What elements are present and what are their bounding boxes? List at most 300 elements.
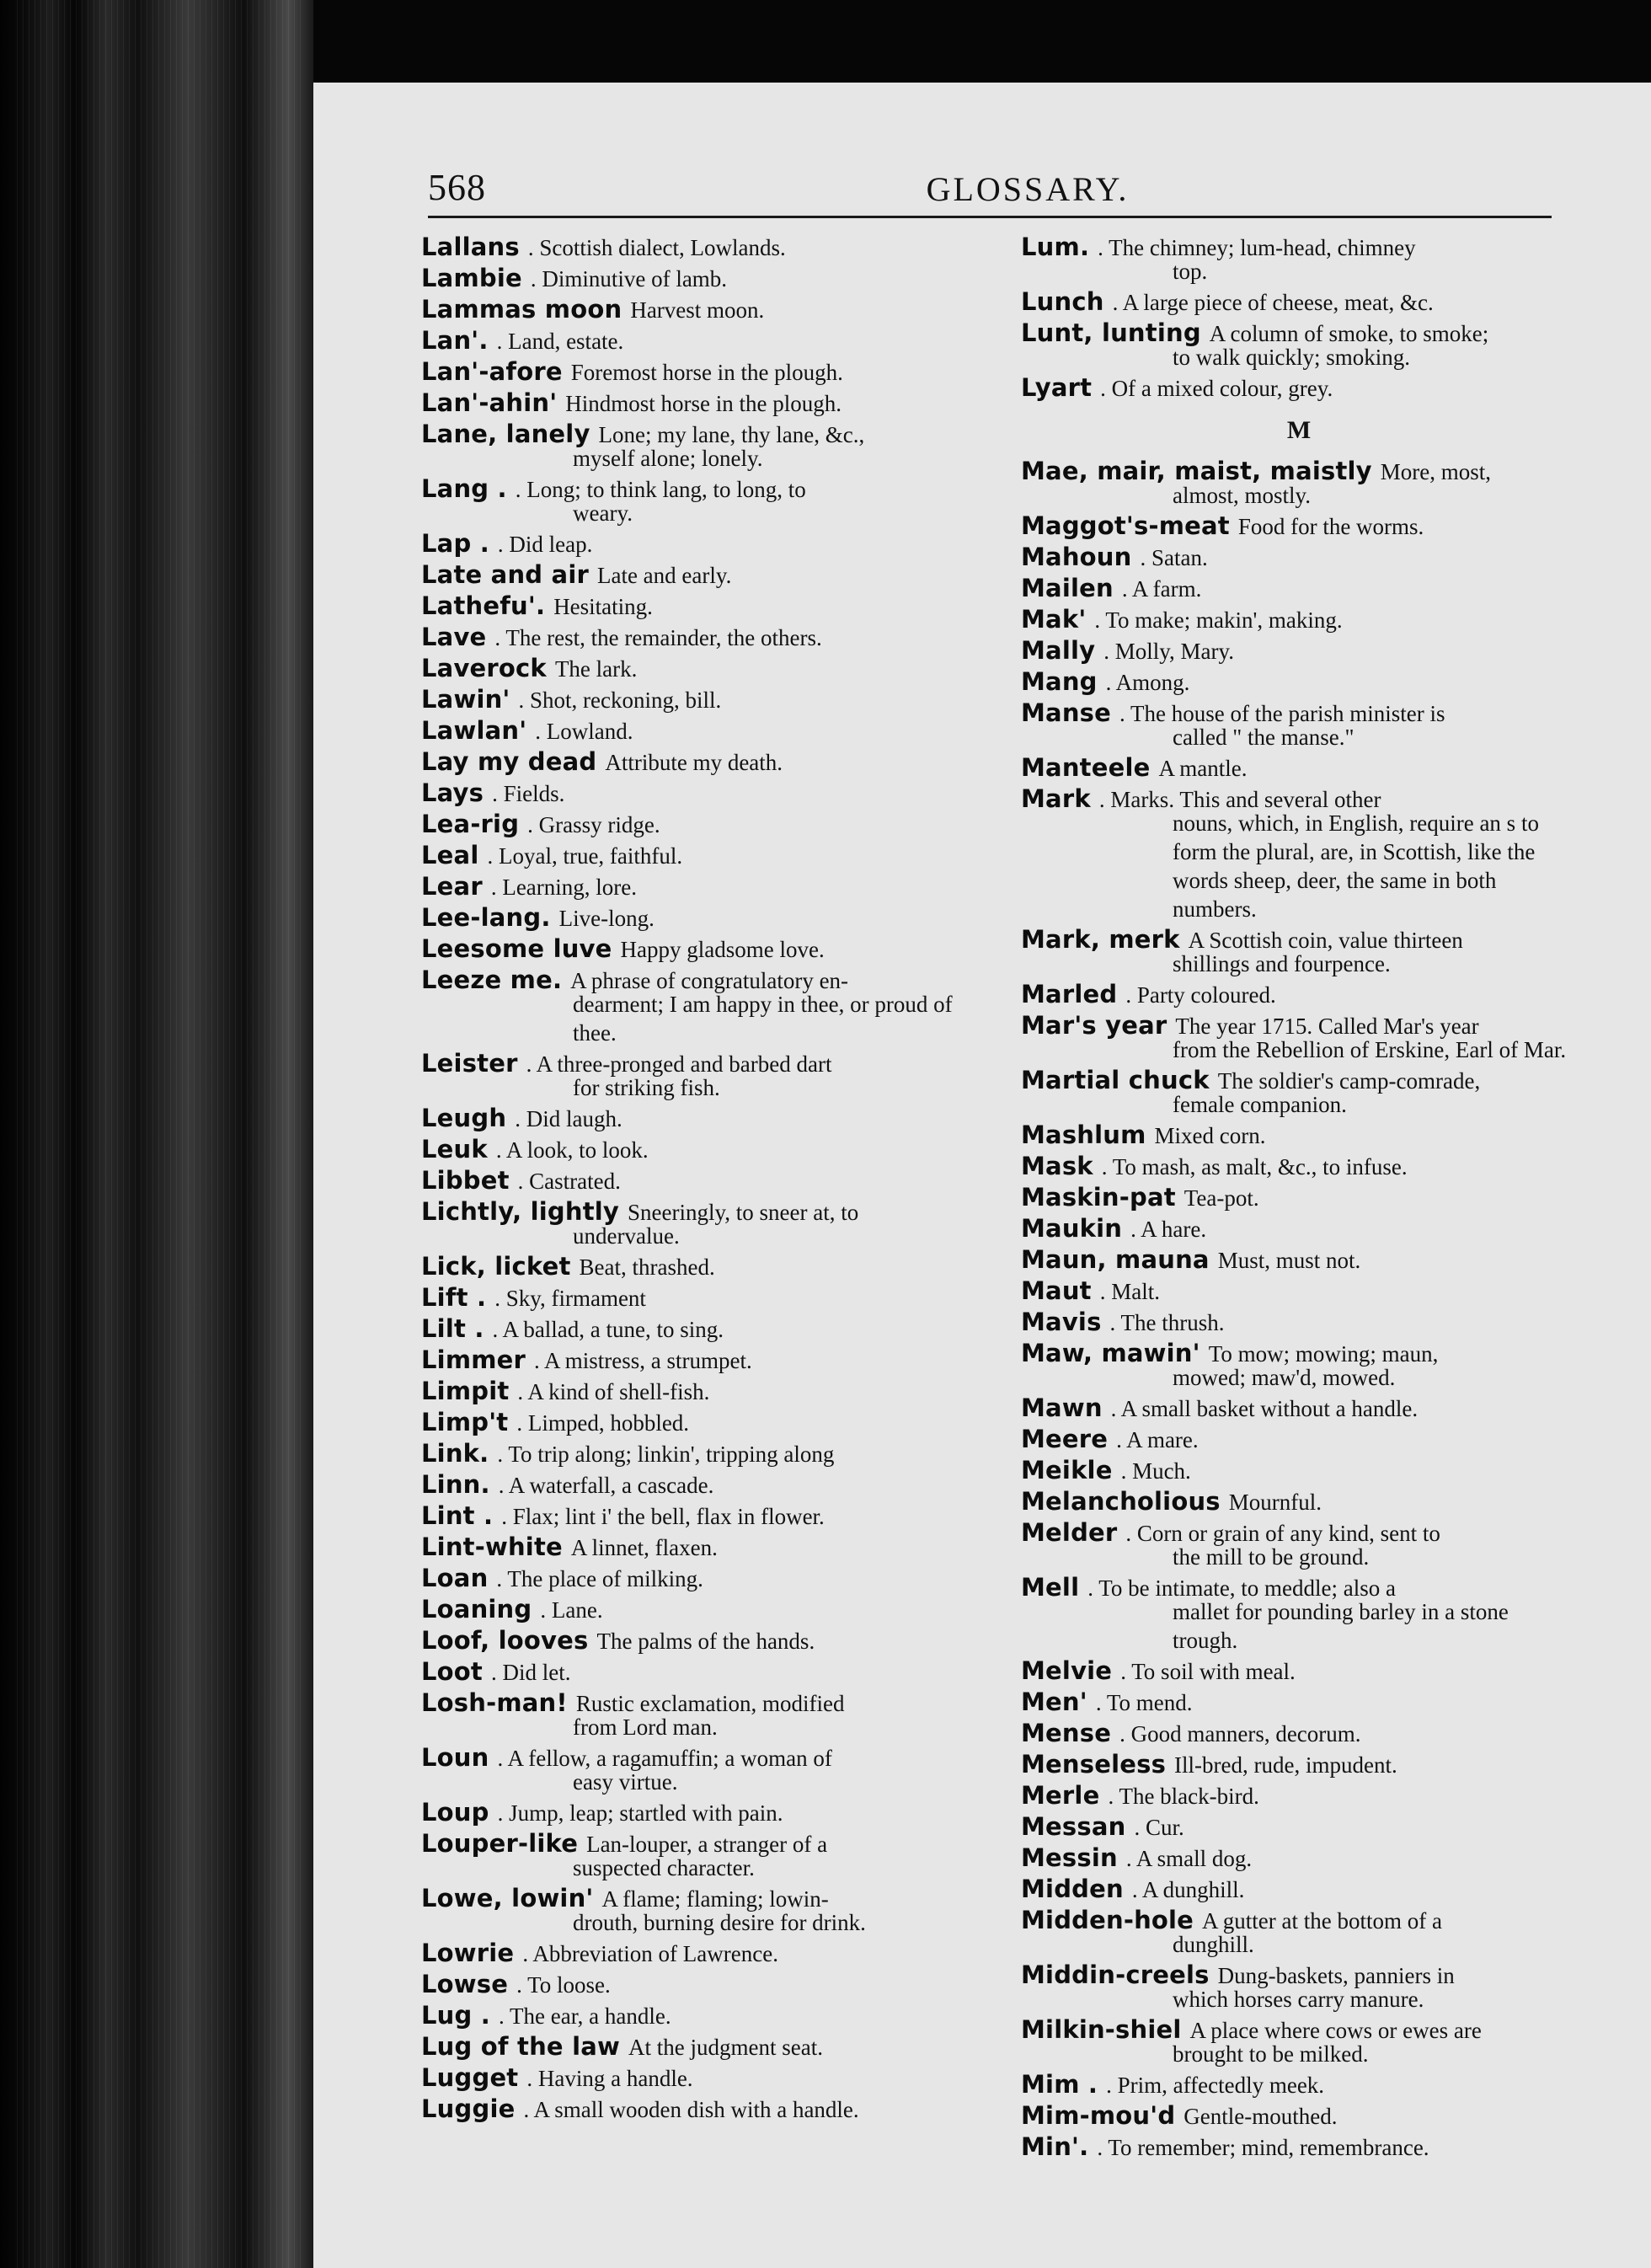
entry-headword: Lammas moon (421, 295, 622, 324)
entry-definition: . Land, estate. (496, 329, 624, 354)
entry-headword: Lang . (421, 474, 507, 503)
glossary-entry (1021, 318, 1577, 372)
entry-headword: Mavis (1021, 1308, 1102, 1336)
glossary-entry (1021, 1152, 1577, 1181)
entry-definition: . To trip along; linkin', tripping along (497, 1442, 835, 1467)
glossary-entry (1021, 1214, 1577, 1244)
entry-headword: Leugh (421, 1104, 507, 1132)
entry-definition-continued: dearment; I am happy in thee, or proud of thee. (573, 992, 953, 1046)
entry-definition: . Abbreviation of Lawrence. (522, 1941, 778, 1966)
entry-headword: Leal (421, 841, 479, 869)
entry-headword: Mashlum (1021, 1121, 1146, 1149)
entry-headword: Meere (1021, 1425, 1109, 1453)
glossary-entry (421, 685, 984, 714)
glossary-entry (421, 841, 984, 870)
entry-definition: . A waterfall, a cascade. (498, 1473, 714, 1498)
entry-definition-continued: weary. (573, 500, 633, 526)
entry-definition: Food for the worms. (1237, 514, 1424, 539)
entry-definition-continued: shillings and fourpence. (1173, 951, 1391, 976)
entry-headword: Linn. (421, 1470, 490, 1499)
entry-definition: More, most, (1380, 459, 1491, 484)
entry-headword: Mell (1021, 1573, 1080, 1602)
entry-headword: Lick, licket (421, 1252, 571, 1281)
entry-headword: Lug . (421, 2001, 490, 2030)
entry-definition-continued: suspected character. (573, 1855, 755, 1880)
entry-headword: Lawin' (421, 685, 510, 714)
page-title: GLOSSARY. (926, 170, 1130, 208)
entry-definition: The year 1715. Called Mar's year (1175, 1014, 1479, 1039)
glossary-entry (421, 716, 984, 746)
entry-definition-continued: dunghill. (1173, 1932, 1254, 1957)
entry-headword: Mally (1021, 636, 1096, 665)
glossary-entry (1021, 373, 1577, 403)
entry-definition: . Flax; lint i' the bell, flax in flower. (501, 1504, 825, 1529)
entry-definition: . The rest, the remainder, the others. (494, 625, 822, 650)
entry-definition: . Jump, leap; startled with pain. (497, 1800, 783, 1826)
entry-headword: Link. (421, 1439, 489, 1468)
glossary-entry (421, 1743, 984, 1796)
entry-definition: . Shot, reckoning, bill. (518, 687, 722, 713)
page-number: 568 (428, 167, 486, 208)
glossary-entry (421, 1884, 984, 1937)
entry-definition: The soldier's camp-comrade, (1217, 1068, 1481, 1094)
entry-headword: Lichtly, lightly (421, 1197, 620, 1226)
entry-headword: Lallans (421, 233, 520, 261)
glossary-entry (1021, 287, 1577, 317)
entry-headword: Mim . (1021, 2070, 1098, 2099)
entry-definition: The palms of the hands. (596, 1629, 815, 1654)
glossary-entry (421, 1049, 984, 1102)
entry-headword: Mailen (1021, 574, 1114, 602)
entry-headword: Limpit (421, 1377, 510, 1405)
entry-headword: Middin-creels (1021, 1960, 1210, 1989)
entry-definition-continued: to walk quickly; smoking. (1173, 345, 1410, 370)
glossary-entry (1021, 1573, 1577, 1655)
glossary-entry (1021, 233, 1577, 286)
entry-definition: . The chimney; lum-head, chimney (1098, 235, 1416, 260)
entry-headword: Lowrie (421, 1939, 515, 1967)
entry-definition: Sneeringly, to sneer at, to (628, 1200, 859, 1225)
entry-headword: Melancholious (1021, 1487, 1221, 1516)
page-header (428, 167, 1552, 218)
entry-headword: Lathefu'. (421, 591, 546, 620)
glossary-entry (421, 529, 984, 559)
entry-definition: A flame; flaming; lowin- (601, 1886, 829, 1912)
entry-headword: Lane, lanely (421, 420, 590, 448)
glossary-entry (421, 623, 984, 652)
glossary-entry (421, 1104, 984, 1133)
glossary-entry (421, 1939, 984, 1968)
entry-definition: A place where cows or ewes are (1189, 2018, 1482, 2043)
entry-definition: . A ballad, a tune, to sing. (492, 1317, 724, 1342)
entry-headword: Loup (421, 1798, 489, 1827)
glossary-entry (421, 2063, 984, 2093)
entry-definition: Gentle-mouthed. (1183, 2104, 1338, 2129)
entry-definition: . Did laugh. (515, 1106, 622, 1131)
glossary-entry (1021, 1960, 1577, 2014)
glossary-entry (421, 1283, 984, 1313)
entry-definition: Foremost horse in the plough. (570, 360, 843, 385)
entry-headword: Maggot's-meat (1021, 511, 1230, 540)
entry-definition: . To mash, as malt, &c., to infuse. (1101, 1154, 1408, 1179)
glossary-entry (1021, 1393, 1577, 1423)
entry-definition-continued: easy virtue. (573, 1769, 678, 1795)
glossary-entry (1021, 1183, 1577, 1212)
glossary-entry (421, 1501, 984, 1531)
entry-headword: Limmer (421, 1345, 526, 1374)
glossary-entry (1021, 925, 1577, 978)
entry-headword: Lowe, lowin' (421, 1884, 594, 1912)
entry-headword: Lambie (421, 264, 522, 292)
glossary-entry (1021, 1656, 1577, 1686)
entry-headword: Midden-hole (1021, 1906, 1194, 1934)
entry-headword: Mense (1021, 1719, 1112, 1747)
entry-definition: . A fellow, a ragamuffin; a woman of (497, 1746, 832, 1771)
entry-definition: A mantle. (1158, 756, 1248, 781)
glossary-entry (1021, 1276, 1577, 1306)
entry-headword: Leuk (421, 1135, 488, 1163)
entry-definition: . A kind of shell-fish. (517, 1379, 710, 1404)
glossary-entry (421, 966, 984, 1047)
glossary-entry (421, 1345, 984, 1375)
glossary-entry (421, 1135, 984, 1164)
entry-definition: . To loose. (516, 1972, 611, 1998)
entry-headword: Lawlan' (421, 716, 527, 745)
glossary-entry (1021, 2015, 1577, 2068)
entry-definition: . A dunghill. (1131, 1877, 1245, 1902)
entry-headword: Loaning (421, 1595, 532, 1623)
entry-headword: Late and air (421, 560, 589, 589)
glossary-entry (1021, 1719, 1577, 1748)
entry-headword: Mawn (1021, 1393, 1103, 1422)
glossary-entry (1021, 543, 1577, 572)
entry-definition-continued: female companion. (1173, 1092, 1347, 1117)
entry-definition: . To be intimate, to meddle; also a (1087, 1575, 1396, 1601)
entry-definition: A Scottish coin, value thirteen (1188, 928, 1463, 953)
entry-definition: . Sky, firmament (494, 1286, 646, 1311)
glossary-entry (1021, 1456, 1577, 1485)
entry-headword: Loun (421, 1743, 489, 1772)
entry-headword: Maw, mawin' (1021, 1339, 1200, 1367)
entry-definition: . The place of milking. (496, 1566, 703, 1591)
entry-definition: Live-long. (558, 906, 655, 931)
entry-definition: . Lane. (540, 1597, 603, 1623)
entry-definition-continued: for striking fish. (573, 1075, 720, 1100)
glossary-entry (421, 474, 984, 527)
entry-headword: Mark (1021, 784, 1091, 813)
entry-definition-continued: myself alone; lonely. (573, 446, 763, 471)
entry-headword: Messan (1021, 1812, 1126, 1841)
glossary-entry (421, 326, 984, 356)
glossary-entry (1021, 753, 1577, 783)
entry-definition: . Castrated. (517, 1169, 621, 1194)
glossary-entry (421, 1197, 984, 1250)
glossary-entry (421, 2001, 984, 2030)
entry-headword: Libbet (421, 1166, 510, 1195)
entry-definition: Mournful. (1228, 1490, 1322, 1515)
entry-definition-continued: drouth, burning desire for drink. (573, 1910, 866, 1935)
glossary-entry (1021, 605, 1577, 634)
glossary-entry (1021, 1518, 1577, 1571)
glossary-entry (421, 810, 984, 839)
entry-definition: . Having a handle. (526, 2066, 693, 2091)
entry-definition-continued: from the Rebellion of Erskine, Earl of Mar. (1173, 1037, 1567, 1062)
entry-definition: . A look, to look. (495, 1137, 649, 1163)
entry-headword: Meikle (1021, 1456, 1113, 1484)
entry-definition: . Grassy ridge. (527, 812, 660, 837)
glossary-entry (421, 1688, 984, 1741)
entry-definition: . The thrush. (1109, 1310, 1225, 1335)
entry-definition-continued: brought to be milked. (1173, 2041, 1369, 2067)
entry-headword: Manteele (1021, 753, 1151, 782)
entry-headword: Lunch (1021, 287, 1104, 316)
entry-headword: Lint . (421, 1501, 494, 1530)
glossary-entry (421, 778, 984, 808)
entry-definition: . A three-pronged and barbed dart (526, 1051, 832, 1077)
entry-definition-continued: top. (1173, 259, 1208, 284)
page-edges (17, 0, 303, 2268)
glossary-entry (1021, 457, 1577, 510)
glossary-entry (421, 420, 984, 473)
section-letter-heading: M (1286, 416, 1312, 444)
entry-definition: . Cur. (1134, 1815, 1184, 1840)
entry-definition: Ill-bred, rude, impudent. (1174, 1752, 1397, 1778)
glossary-entry (1021, 980, 1577, 1009)
glossary-entry (421, 233, 984, 262)
entry-definition: Late and early. (596, 563, 732, 588)
entry-definition: Hindmost horse in the plough. (565, 391, 842, 416)
entry-definition: . Marks. This and several other (1098, 787, 1381, 812)
glossary-entry (421, 1595, 984, 1624)
glossary-entry (1021, 1066, 1577, 1119)
glossary-entry (421, 560, 984, 590)
entry-headword: Milkin-shiel (1021, 2015, 1182, 2044)
entry-headword: Men' (1021, 1688, 1087, 1716)
entry-definition: . The black-bird. (1108, 1784, 1259, 1809)
entry-headword: Lyart (1021, 373, 1093, 402)
entry-definition: A column of smoke, to smoke; (1209, 321, 1489, 346)
glossary-column-left (421, 233, 984, 2126)
entry-definition-continued: mowed; maw'd, mowed. (1173, 1365, 1396, 1390)
glossary-entry (421, 1798, 984, 1827)
entry-definition: Lone; my lane, thy lane, &c., (598, 422, 865, 447)
entry-definition: . Lowland. (535, 719, 633, 744)
entry-definition: Rustic exclamation, modified (575, 1691, 845, 1716)
glossary-entry (1021, 1011, 1577, 1064)
entry-headword: Midden (1021, 1875, 1124, 1903)
entry-definition: At the judgment seat. (628, 2035, 823, 2060)
entry-definition: . The ear, a handle. (499, 2003, 671, 2029)
glossary-entry (421, 1533, 984, 1562)
glossary-entry (421, 591, 984, 621)
glossary-entry (421, 872, 984, 901)
entry-definition-continued: which horses carry manure. (1173, 1987, 1424, 2012)
entry-definition: . A small basket without a handle. (1110, 1396, 1419, 1421)
glossary-section-m (1021, 457, 1577, 2162)
entry-definition-continued: the mill to be ground. (1173, 1544, 1370, 1570)
entry-definition: Harvest moon. (630, 297, 765, 323)
glossary-entry (1021, 2070, 1577, 2100)
book-binding-edge (0, 0, 313, 2268)
entry-headword: Losh-man! (421, 1688, 568, 1717)
entry-headword: Lint-white (421, 1533, 563, 1561)
glossary-entry (421, 2094, 984, 2124)
glossary-entry (1021, 1781, 1577, 1811)
entry-headword: Lowse (421, 1970, 509, 1998)
entry-headword: Lan'-afore (421, 357, 563, 386)
glossary-entry (421, 747, 984, 777)
glossary-entry (1021, 784, 1577, 923)
entry-definition: . Did leap. (497, 532, 593, 557)
entry-headword: Leesome luve (421, 934, 612, 963)
entry-definition: . Malt. (1099, 1279, 1160, 1304)
glossary-entry (421, 903, 984, 933)
glossary-entry (421, 1314, 984, 1344)
entry-headword: Mae, mair, maist, maistly (1021, 457, 1372, 485)
entry-definition: The lark. (554, 656, 638, 682)
glossary-entry (421, 1408, 984, 1437)
entry-definition: A phrase of congratulatory en- (570, 968, 849, 993)
entry-headword: Melder (1021, 1518, 1118, 1547)
entry-definition: . Good manners, decorum. (1119, 1721, 1361, 1746)
glossary-entry (1021, 636, 1577, 666)
glossary-entry (421, 1377, 984, 1406)
entry-headword: Leeze me. (421, 966, 563, 994)
entry-headword: Mar's year (1021, 1011, 1167, 1040)
entry-definition: . Did let. (491, 1660, 571, 1685)
entry-definition: . Among. (1105, 670, 1190, 695)
glossary-entry (1021, 1425, 1577, 1454)
entry-definition-continued: mallet for pounding barley in a stone trough. (1173, 1599, 1509, 1653)
glossary-entry (421, 1564, 984, 1593)
entry-definition: . Party coloured. (1125, 982, 1276, 1008)
entry-headword: Lay my dead (421, 747, 597, 776)
entry-headword: Manse (1021, 698, 1112, 727)
glossary-entry (1021, 511, 1577, 541)
entry-definition: . The house of the parish minister is (1119, 701, 1445, 726)
entry-headword: Lift . (421, 1283, 487, 1312)
entry-definition: . Diminutive of lamb. (530, 266, 728, 292)
entry-definition: . Long; to think lang, to long, to (515, 477, 806, 502)
entry-headword: Lan'-ahin' (421, 388, 558, 417)
entry-headword: Loan (421, 1564, 489, 1592)
glossary-entry (1021, 1688, 1577, 1717)
entry-definition-continued: nouns, which, in English, require an s to form the plural, are, in Scottish, like the words sheep, deer, the same in both numbers. (1173, 810, 1539, 922)
glossary-entry (1021, 1812, 1577, 1842)
glossary-entry (421, 295, 984, 324)
entry-headword: Lugget (421, 2063, 519, 2092)
glossary-entry (421, 2032, 984, 2062)
entry-headword: Limp't (421, 1408, 509, 1436)
entry-definition: Dung-baskets, panniers in (1217, 1963, 1455, 1988)
glossary-entry (1021, 1843, 1577, 1873)
glossary-entry (1021, 2132, 1577, 2162)
entry-definition: Mixed corn. (1154, 1123, 1266, 1148)
glossary-entry (421, 1439, 984, 1468)
entry-definition: A linnet, flaxen. (570, 1535, 718, 1560)
entry-definition: . Of a mixed colour, grey. (1100, 376, 1333, 401)
glossary-entry (1021, 2101, 1577, 2131)
entry-definition: . A small wooden dish with a handle. (523, 2097, 859, 2122)
entry-headword: Lea-rig (421, 810, 520, 838)
entry-headword: Lee-lang. (421, 903, 551, 932)
entry-definition-continued: called " the manse." (1173, 725, 1354, 750)
entry-definition: . Loyal, true, faithful. (487, 843, 683, 869)
glossary-entry (1021, 1339, 1577, 1392)
glossary-entry (421, 1970, 984, 1999)
glossary-entry (1021, 1487, 1577, 1516)
entry-headword: Min'. (1021, 2132, 1089, 2161)
entry-headword: Lap . (421, 529, 489, 558)
entry-definition: . To soil with meal. (1120, 1659, 1296, 1684)
entry-headword: Menseless (1021, 1750, 1167, 1779)
entry-definition: Lan-louper, a stranger of a (586, 1832, 828, 1857)
glossary-entry (421, 1657, 984, 1687)
entry-definition: A gutter at the bottom of a (1202, 1908, 1442, 1934)
entry-headword: Mim-mou'd (1021, 2101, 1176, 2130)
entry-definition-continued: from Lord man. (573, 1714, 718, 1740)
entry-headword: Martial chuck (1021, 1066, 1210, 1094)
glossary-entry (421, 1166, 984, 1196)
entry-definition: . A small dog. (1125, 1846, 1253, 1871)
entry-headword: Mark, merk (1021, 925, 1180, 954)
entry-headword: Lan'. (421, 326, 489, 355)
entry-headword: Maukin (1021, 1214, 1123, 1243)
entry-headword: Lays (421, 778, 484, 807)
entry-definition: . Learning, lore. (490, 875, 638, 900)
glossary-entry (421, 1252, 984, 1281)
entry-definition: . Molly, Mary. (1103, 639, 1234, 664)
entry-headword: Mang (1021, 667, 1098, 696)
entry-headword: Lilt . (421, 1314, 484, 1343)
entry-headword: Merle (1021, 1781, 1100, 1810)
entry-definition: . Fields. (492, 781, 565, 806)
entry-headword: Lug of the law (421, 2032, 620, 2061)
entry-definition: Tea-pot. (1183, 1185, 1259, 1211)
entry-definition: . To remember; mind, remembrance. (1097, 2135, 1429, 2160)
entry-definition: . A hare. (1130, 1217, 1207, 1242)
entry-definition: Beat, thrashed. (579, 1254, 715, 1280)
entry-headword: Laverock (421, 654, 547, 682)
glossary-entry (421, 1470, 984, 1500)
glossary-entry (1021, 1121, 1577, 1150)
glossary-entry (421, 357, 984, 387)
entry-headword: Mak' (1021, 605, 1087, 634)
glossary-entry (1021, 574, 1577, 603)
glossary-entry (421, 654, 984, 683)
entry-definition: . Scottish dialect, Lowlands. (527, 235, 786, 260)
entry-definition: . Much. (1120, 1458, 1191, 1484)
entry-headword: Lunt, lunting (1021, 318, 1201, 347)
entry-headword: Messin (1021, 1843, 1118, 1872)
entry-definition: . A large piece of cheese, meat, &c. (1112, 290, 1434, 315)
entry-definition-continued: almost, mostly. (1173, 483, 1312, 508)
entry-headword: Loot (421, 1657, 483, 1686)
entry-definition: . To make; makin', making. (1094, 607, 1343, 633)
entry-headword: Luggie (421, 2094, 516, 2123)
entry-headword: Louper-like (421, 1829, 579, 1858)
glossary-entry (1021, 1875, 1577, 1904)
entry-headword: Mask (1021, 1152, 1093, 1180)
entry-definition: . A mistress, a strumpet. (534, 1348, 752, 1373)
entry-definition: . Satan. (1140, 545, 1208, 570)
entry-definition: Attribute my death. (605, 750, 783, 775)
entry-headword: Melvie (1021, 1656, 1113, 1685)
glossary-column-right (1021, 233, 1577, 2164)
glossary-entry (421, 1829, 984, 1882)
entry-definition: Hesitating. (553, 594, 653, 619)
glossary-entry (1021, 698, 1577, 752)
